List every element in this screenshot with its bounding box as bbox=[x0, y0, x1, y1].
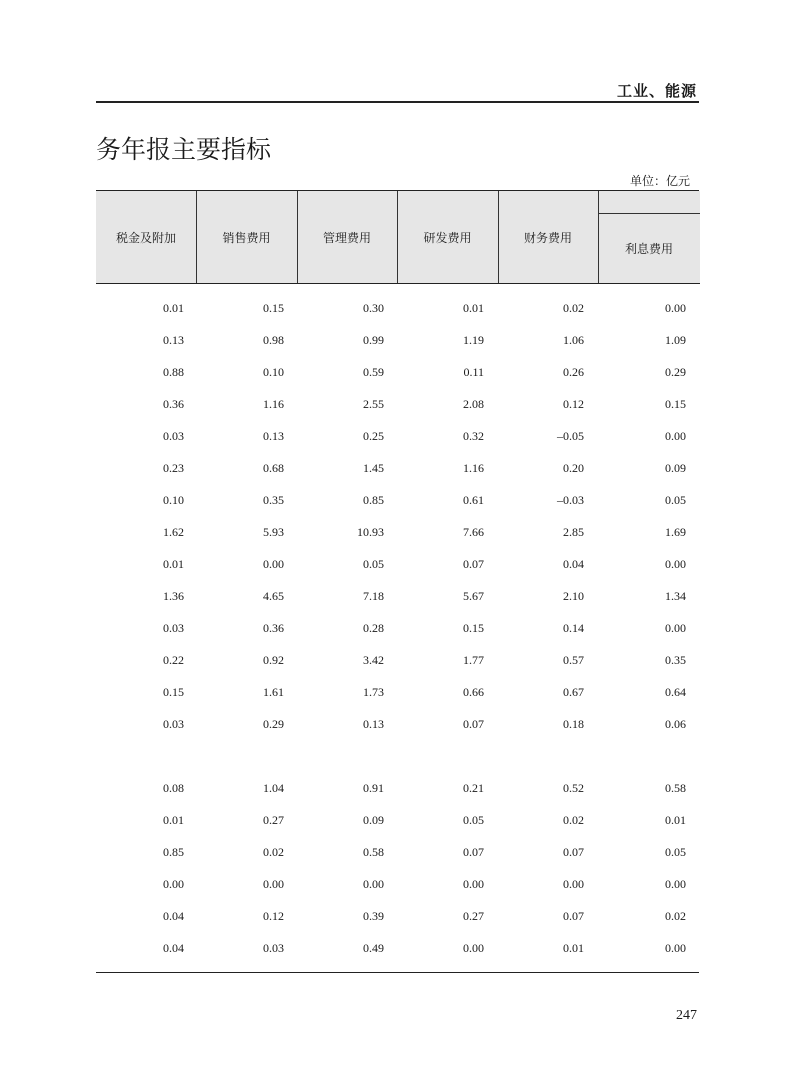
table-row bbox=[96, 813, 700, 833]
table-row bbox=[96, 461, 700, 481]
table-cell: 0.03 bbox=[263, 941, 284, 955]
table-cell: 2.08 bbox=[463, 397, 484, 411]
table-cell: 0.85 bbox=[363, 493, 384, 507]
table-row bbox=[96, 877, 700, 897]
table-cell: 0.00 bbox=[163, 877, 184, 891]
table-cell: 1.77 bbox=[463, 653, 484, 667]
table-cell: 0.00 bbox=[263, 557, 284, 571]
col-header-rd-expense: 研发费用 bbox=[423, 230, 472, 245]
table-cell: 0.29 bbox=[263, 717, 284, 731]
col-header-tax: 税金及附加 bbox=[115, 230, 176, 245]
table-cell: 0.15 bbox=[263, 301, 284, 315]
table-cell: 0.66 bbox=[463, 685, 484, 699]
table-cell: 0.20 bbox=[563, 461, 584, 475]
table-cell: 0.01 bbox=[665, 813, 686, 827]
table-cell: 0.04 bbox=[163, 941, 184, 955]
table-row bbox=[96, 557, 700, 577]
table-row bbox=[96, 685, 700, 705]
table-bottom-rule bbox=[96, 972, 699, 973]
table-cell: 1.34 bbox=[665, 589, 686, 603]
table-cell: 0.01 bbox=[163, 301, 184, 315]
table-cell: 0.00 bbox=[665, 941, 686, 955]
table-cell: 0.29 bbox=[665, 365, 686, 379]
table-cell: 5.67 bbox=[463, 589, 484, 603]
table-cell: 0.39 bbox=[363, 909, 384, 923]
table-row bbox=[96, 621, 700, 641]
table-cell: 0.04 bbox=[563, 557, 584, 571]
table-cell: 0.15 bbox=[665, 397, 686, 411]
table-cell: 0.13 bbox=[163, 333, 184, 347]
table-cell: 0.58 bbox=[363, 845, 384, 859]
table-cell: 0.01 bbox=[163, 813, 184, 827]
table-cell: –0.05 bbox=[557, 429, 584, 443]
unit-label: 单位：亿元 bbox=[629, 174, 690, 188]
table-row bbox=[96, 717, 700, 737]
table-cell: 0.05 bbox=[665, 493, 686, 507]
table-cell: 0.15 bbox=[463, 621, 484, 635]
table-row bbox=[96, 525, 700, 545]
table-cell: 0.61 bbox=[463, 493, 484, 507]
table-cell: 0.12 bbox=[263, 909, 284, 923]
table-cell: 0.30 bbox=[363, 301, 384, 315]
table-cell: 0.02 bbox=[563, 301, 584, 315]
table-cell: 0.88 bbox=[163, 365, 184, 379]
table-row bbox=[96, 909, 700, 929]
table-cell: 0.57 bbox=[563, 653, 584, 667]
table-cell: 0.01 bbox=[463, 301, 484, 315]
table-cell: 0.00 bbox=[463, 941, 484, 955]
table-cell: 10.93 bbox=[357, 525, 384, 539]
table-cell: 0.03 bbox=[163, 621, 184, 635]
table-cell: 0.91 bbox=[363, 781, 384, 795]
table-cell: 0.03 bbox=[163, 429, 184, 443]
table-cell: 1.04 bbox=[263, 781, 284, 795]
table-cell: 7.66 bbox=[463, 525, 484, 539]
table-row bbox=[96, 365, 700, 385]
col-header-selling-expense: 销售费用 bbox=[222, 230, 271, 245]
table-cell: 0.64 bbox=[665, 685, 686, 699]
table-cell: 0.85 bbox=[163, 845, 184, 859]
table-row bbox=[96, 333, 700, 353]
table-cell: 0.07 bbox=[463, 845, 484, 859]
col-header-finance-expense: 财务费用 bbox=[523, 230, 572, 245]
table-cell: 0.00 bbox=[263, 877, 284, 891]
table-cell: 1.62 bbox=[163, 525, 184, 539]
table-cell: 0.26 bbox=[563, 365, 584, 379]
table-cell: 1.06 bbox=[563, 333, 584, 347]
table-cell: 0.02 bbox=[563, 813, 584, 827]
table-cell: 1.09 bbox=[665, 333, 686, 347]
table-cell: 0.59 bbox=[363, 365, 384, 379]
table-row bbox=[96, 845, 700, 865]
table-cell: 0.35 bbox=[665, 653, 686, 667]
table-row bbox=[96, 429, 700, 449]
table-cell: 0.07 bbox=[563, 845, 584, 859]
table-cell: 0.12 bbox=[563, 397, 584, 411]
table-cell: 0.05 bbox=[463, 813, 484, 827]
page-title: 务年报主要指标 bbox=[96, 135, 272, 164]
table-cell: 0.06 bbox=[665, 717, 686, 731]
table-cell: 0.15 bbox=[163, 685, 184, 699]
table-row bbox=[96, 397, 700, 417]
table-cell: 0.99 bbox=[363, 333, 384, 347]
table-cell: 0.00 bbox=[665, 301, 686, 315]
table-cell: 0.18 bbox=[563, 717, 584, 731]
table-cell: 1.16 bbox=[263, 397, 284, 411]
table-cell: 0.52 bbox=[563, 781, 584, 795]
col-header-interest-expense: 利息费用 bbox=[624, 242, 673, 256]
table-cell: 1.73 bbox=[363, 685, 384, 699]
table-cell: 0.05 bbox=[363, 557, 384, 571]
table-cell: 0.21 bbox=[463, 781, 484, 795]
table-cell: 3.42 bbox=[363, 653, 384, 667]
table-cell: 0.13 bbox=[363, 717, 384, 731]
table-cell: 0.28 bbox=[363, 621, 384, 635]
table-cell: 0.00 bbox=[665, 621, 686, 635]
table-cell: 0.00 bbox=[463, 877, 484, 891]
table-row bbox=[96, 493, 700, 513]
table-cell: 0.67 bbox=[563, 685, 584, 699]
page-number: 247 bbox=[676, 1008, 697, 1023]
table-cell: 0.03 bbox=[163, 717, 184, 731]
section-header: 工业、能源 bbox=[616, 82, 697, 100]
table-cell: 0.08 bbox=[163, 781, 184, 795]
table-cell: 0.00 bbox=[363, 877, 384, 891]
table-row bbox=[96, 653, 700, 673]
table-cell: 0.00 bbox=[665, 877, 686, 891]
table-row bbox=[96, 301, 700, 321]
table-cell: 0.09 bbox=[363, 813, 384, 827]
table-cell: 1.61 bbox=[263, 685, 284, 699]
table-cell: 0.10 bbox=[263, 365, 284, 379]
table-cell: 0.00 bbox=[665, 429, 686, 443]
table-cell: 4.65 bbox=[263, 589, 284, 603]
table-cell: 1.16 bbox=[463, 461, 484, 475]
table-cell: 0.09 bbox=[665, 461, 686, 475]
table-cell: –0.03 bbox=[557, 493, 584, 507]
table-cell: 2.55 bbox=[363, 397, 384, 411]
table-cell: 7.18 bbox=[363, 589, 384, 603]
table-cell: 0.92 bbox=[263, 653, 284, 667]
table-cell: 1.19 bbox=[463, 333, 484, 347]
table-cell: 0.07 bbox=[463, 557, 484, 571]
table-cell: 0.05 bbox=[665, 845, 686, 859]
table-cell: 5.93 bbox=[263, 525, 284, 539]
table-cell: 0.07 bbox=[463, 717, 484, 731]
table-cell: 0.02 bbox=[665, 909, 686, 923]
col-header-admin-expense: 管理费用 bbox=[322, 230, 371, 245]
table-cell: 1.69 bbox=[665, 525, 686, 539]
table-cell: 0.04 bbox=[163, 909, 184, 923]
table-cell: 0.32 bbox=[463, 429, 484, 443]
table-cell: 0.02 bbox=[263, 845, 284, 859]
table-row bbox=[96, 589, 700, 609]
table-cell: 1.45 bbox=[363, 461, 384, 475]
table-cell: 0.27 bbox=[263, 813, 284, 827]
table-cell: 0.14 bbox=[563, 621, 584, 635]
table-cell: 0.10 bbox=[163, 493, 184, 507]
table-cell: 0.68 bbox=[263, 461, 284, 475]
table-cell: 0.25 bbox=[363, 429, 384, 443]
table-cell: 0.98 bbox=[263, 333, 284, 347]
table-cell: 2.10 bbox=[563, 589, 584, 603]
table-cell: 0.07 bbox=[563, 909, 584, 923]
table-cell: 0.35 bbox=[263, 493, 284, 507]
table-cell: 0.13 bbox=[263, 429, 284, 443]
table-cell: 0.36 bbox=[263, 621, 284, 635]
table-cell: 2.85 bbox=[563, 525, 584, 539]
table-cell: 0.11 bbox=[463, 365, 484, 379]
table-cell: 0.58 bbox=[665, 781, 686, 795]
table-cell: 0.01 bbox=[563, 941, 584, 955]
table-cell: 0.22 bbox=[163, 653, 184, 667]
table-cell: 0.23 bbox=[163, 461, 184, 475]
table-cell: 0.27 bbox=[463, 909, 484, 923]
table-cell: 0.49 bbox=[363, 941, 384, 955]
header-rule bbox=[96, 101, 699, 103]
table-row bbox=[96, 941, 700, 961]
table-cell: 1.36 bbox=[163, 589, 184, 603]
table-cell: 0.00 bbox=[563, 877, 584, 891]
table-cell: 0.36 bbox=[163, 397, 184, 411]
table-cell: 0.01 bbox=[163, 557, 184, 571]
table-row bbox=[96, 781, 700, 801]
table-header bbox=[96, 191, 700, 284]
table-cell: 0.00 bbox=[665, 557, 686, 571]
